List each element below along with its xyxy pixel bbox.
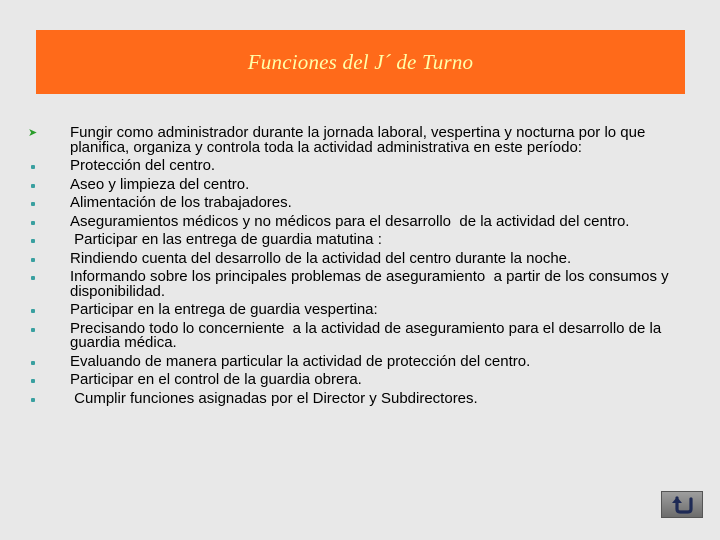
list-item <box>28 212 688 230</box>
list-item <box>28 126 688 155</box>
list-item-text: Participar en las entrega de guardia matutina : <box>70 231 382 248</box>
list-item-text: Protección del centro. <box>70 157 216 174</box>
square-bullet-icon <box>28 322 70 337</box>
bullet-list <box>28 126 688 410</box>
square-bullet-icon <box>28 303 70 318</box>
square-bullet-icon <box>28 392 70 407</box>
list-item-text: Fungir como administrador durante la jornada laboral, vespertina y nocturna por lo que planifica, organiza y controla toda la actividad administrativa en este período: <box>70 124 650 156</box>
square-bullet-icon <box>28 215 70 230</box>
list-item <box>28 175 688 193</box>
list-item <box>28 303 688 318</box>
list-item-text: Precisando todo lo concerniente a la actividad de aseguramiento para el desarrollo de la guardia médica. <box>70 319 666 351</box>
square-bullet-icon <box>28 355 70 370</box>
list-item-text: Aseguramientos médicos y no médicos para el desarrollo de la actividad del centro. <box>70 212 630 230</box>
title-bar <box>36 30 685 94</box>
square-bullet-icon <box>28 270 70 285</box>
list-item <box>28 373 688 388</box>
list-item <box>28 389 688 407</box>
list-item <box>28 249 688 267</box>
list-item <box>28 352 688 370</box>
list-item-text: Participar en la entrega de guardia vespertina: <box>70 301 378 318</box>
square-bullet-icon <box>28 373 70 388</box>
list-item-text: Aseo y limpieza del centro. <box>70 175 250 193</box>
list-item-text: Alimentación de los trabajadores. <box>70 194 292 211</box>
list-item <box>28 270 688 299</box>
return-arrow-icon <box>671 495 693 515</box>
slide-title: Funciones del J´ de Turno <box>247 49 474 74</box>
square-bullet-icon <box>28 159 70 174</box>
list-item <box>28 233 688 248</box>
square-bullet-icon <box>28 252 70 267</box>
square-bullet-icon <box>28 233 70 248</box>
arrow-bullet-icon: ➤ <box>28 127 38 139</box>
square-bullet-icon <box>28 196 70 211</box>
square-bullet-icon <box>28 178 70 193</box>
list-item-text: Evaluando de manera particular la actividad de protección del centro. <box>70 352 531 370</box>
list-item-text: Participar en el control de la guardia obrera. <box>70 371 362 388</box>
list-item <box>28 319 688 351</box>
list-item <box>28 196 688 211</box>
list-item <box>28 159 688 174</box>
list-item-text: Cumplir funciones asignadas por el Director y Subdirectores. <box>70 389 478 407</box>
return-nav-button[interactable] <box>661 491 703 518</box>
list-item-text: Rindiendo cuenta del desarrollo de la actividad del centro durante la noche. <box>70 249 572 267</box>
list-item-text: Informando sobre los principales problemas de aseguramiento a partir de los consumos y disponibilidad. <box>70 268 673 300</box>
